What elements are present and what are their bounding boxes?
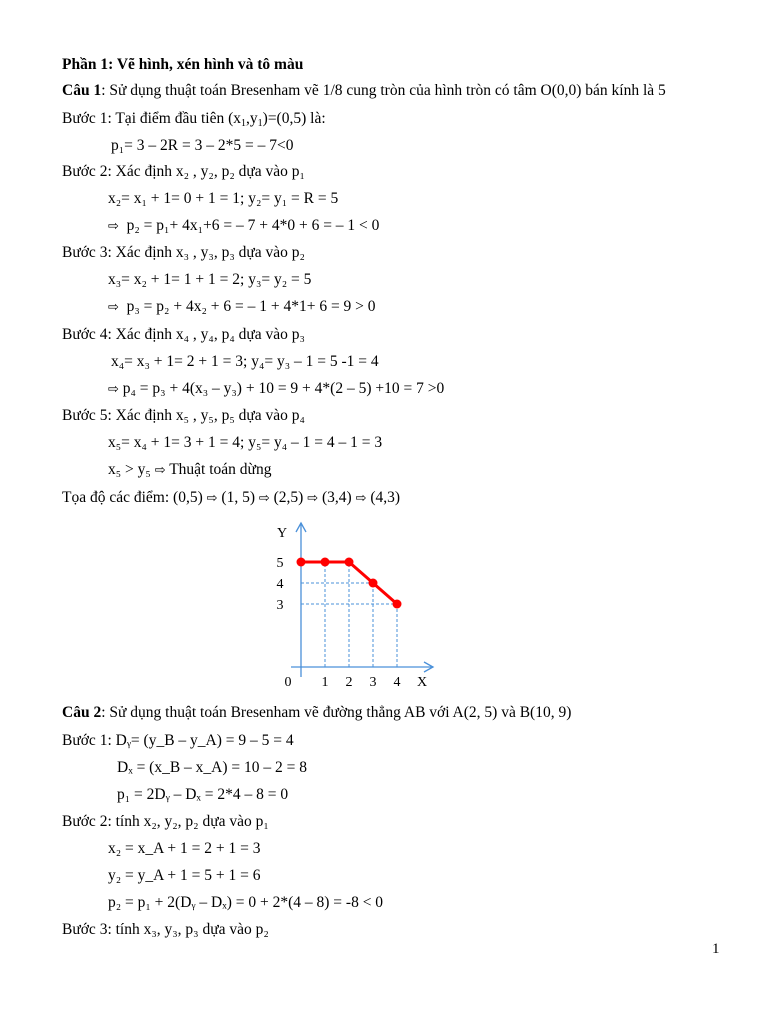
bresenham-circle-graph xyxy=(270,516,450,696)
implies-arrow-icon: ⇨ xyxy=(108,382,119,397)
q1-step4-p-text: p₄ = p₃ + 4(x₃ – y₃) + 10 = 9 + 4*(2 – 5) +10 = 7 >0 xyxy=(122,380,445,397)
q1-step1-title-text: Bước 1: Tại điểm đầu tiên (x xyxy=(62,110,242,127)
implies-arrow-icon: ⇨ xyxy=(108,219,119,234)
q1-step5-stop-text: Thuật toán dừng xyxy=(169,461,272,478)
implies-arrow-icon: ⇨ xyxy=(154,463,166,478)
q2-step1-p: p₁ = 2Dᵧ – Dₓ = 2*4 – 8 = 0 xyxy=(117,786,289,803)
q1-step3-xy: x₃= x₂ + 1= 1 + 1 = 2; y₃= y₂ = 5 xyxy=(108,271,312,288)
data-point xyxy=(297,558,306,567)
q2-step3-title: Bước 3: tính x₃, y₃, p₃ dựa vào p₂ xyxy=(62,921,269,938)
q1-step4-xy: x₄= x₃ + 1= 2 + 1 = 3; y₄= y₃ – 1 = 5 -1 = 4 xyxy=(111,353,379,370)
coord-item: (4,3) xyxy=(370,489,401,506)
data-point xyxy=(321,558,330,567)
q1-step2-title: Bước 2: Xác định x₂ , y₂, p₂ dựa vào p₁ xyxy=(62,163,305,180)
implies-arrow-icon: ⇨ xyxy=(108,300,119,315)
q1-step4-p xyxy=(108,379,444,400)
q1-step2-xy: x₂= x₁ + 1= 0 + 1 = 1; y₂= y₁ = R = 5 xyxy=(108,190,339,207)
q1-step5-stop xyxy=(108,460,271,481)
q1-label: Câu 1 xyxy=(62,82,102,99)
q2-step2-p: p₂ = p₁ + 2(Dᵧ – Dₓ) = 0 + 2*(4 – 8) = -8 < 0 xyxy=(108,894,384,911)
y-axis-label: Y xyxy=(276,526,288,541)
x-tick-label: 1 xyxy=(321,675,329,690)
page-number: 1 xyxy=(712,941,720,957)
data-point xyxy=(369,579,378,588)
coord-item: (2,5) xyxy=(273,489,304,506)
implies-arrow-icon: ⇨ xyxy=(258,491,270,506)
q1-text: : Sử dụng thuật toán Bresenham vẽ 1/8 cung tròn của hình tròn có tâm O(0,0) bán kính là 5 xyxy=(101,82,666,99)
q1-step1-p1: p₁= 3 – 2R = 3 – 2*5 = – 7<0 xyxy=(111,137,294,154)
x-tick-label: 3 xyxy=(369,675,377,690)
q1-step1-title: Bước 1: Tại điểm đầu tiên $(x_1,y_1)=(0,5)$ là: xyxy=(62,110,326,129)
implies-arrow-icon: ⇨ xyxy=(307,491,319,506)
q2-step2-y: y₂ = y_A + 1 = 5 + 1 = 6 xyxy=(108,867,261,884)
q1-step3-p xyxy=(108,297,376,318)
q2-step2-title: Bước 2: tính x₂, y₂, p₂ dựa vào p₁ xyxy=(62,813,269,830)
y-tick-label: 4 xyxy=(276,577,284,592)
q1-title xyxy=(62,81,666,101)
q2-label: Câu 2 xyxy=(62,704,102,721)
q2-step2-x: x₂ = x_A + 1 = 2 + 1 = 3 xyxy=(108,840,261,857)
q2-step1-dx: Dₓ = (x_B – x_A) = 10 – 2 = 8 xyxy=(117,759,308,776)
coord-item: (0,5) xyxy=(173,489,203,506)
section-heading: Phần 1: Vẽ hình, xén hình và tô màu xyxy=(62,56,304,73)
q2-step1-dy: Bước 1: Dᵧ= (y_B – y_A) = 9 – 5 = 4 xyxy=(62,732,294,749)
q1-coords-label: Tọa độ các điểm: xyxy=(62,489,174,506)
x-axis-label: X xyxy=(416,675,428,690)
q1-step5-xy: x₅= x₄ + 1= 3 + 1 = 4; y₅= y₄ – 1 = 4 – 1 = 3 xyxy=(108,434,383,451)
x-tick-label: 4 xyxy=(393,675,401,690)
data-point xyxy=(345,558,354,567)
x-tick-label: 0 xyxy=(284,675,292,690)
q1-step2-p-text: p₂ = p₁+ 4x₁+6 = – 7 + 4*0 + 6 = – 1 < 0 xyxy=(126,217,380,234)
q1-step1-title-tail: )=(0,5) là: xyxy=(262,110,326,127)
q1-step3-p-text: p₃ = p₂ + 4x₂ + 6 = – 1 + 4*1+ 6 = 9 > 0 xyxy=(126,298,376,315)
y-tick-label: 5 xyxy=(276,556,284,571)
q1-step2-p xyxy=(108,216,379,237)
implies-arrow-icon: ⇨ xyxy=(206,491,218,506)
q1-coords-line xyxy=(62,488,400,509)
coord-item: (1, 5) xyxy=(221,489,255,506)
coord-item: (3,4) xyxy=(322,489,352,506)
q1-step3-title: Bước 3: Xác định x₃ , y₃, p₃ dựa vào p₂ xyxy=(62,244,305,261)
implies-arrow-icon: ⇨ xyxy=(355,491,367,506)
q1-step4-title: Bước 4: Xác định x₄ , y₄, p₄ dựa vào p₃ xyxy=(62,326,305,343)
q1-step5-title: Bước 5: Xác định x₅ , y₅, p₅ dựa vào p₄ xyxy=(62,407,305,424)
data-point xyxy=(393,600,402,609)
y-tick-label: 3 xyxy=(276,598,284,613)
x-tick-label: 2 xyxy=(345,675,353,690)
q2-text: : Sử dụng thuật toán Bresenham vẽ đường thẳng AB với A(2, 5) và B(10, 9) xyxy=(101,704,572,721)
q2-title xyxy=(62,703,571,723)
q1-step5-condition: x₅ > y₅ xyxy=(108,461,151,478)
